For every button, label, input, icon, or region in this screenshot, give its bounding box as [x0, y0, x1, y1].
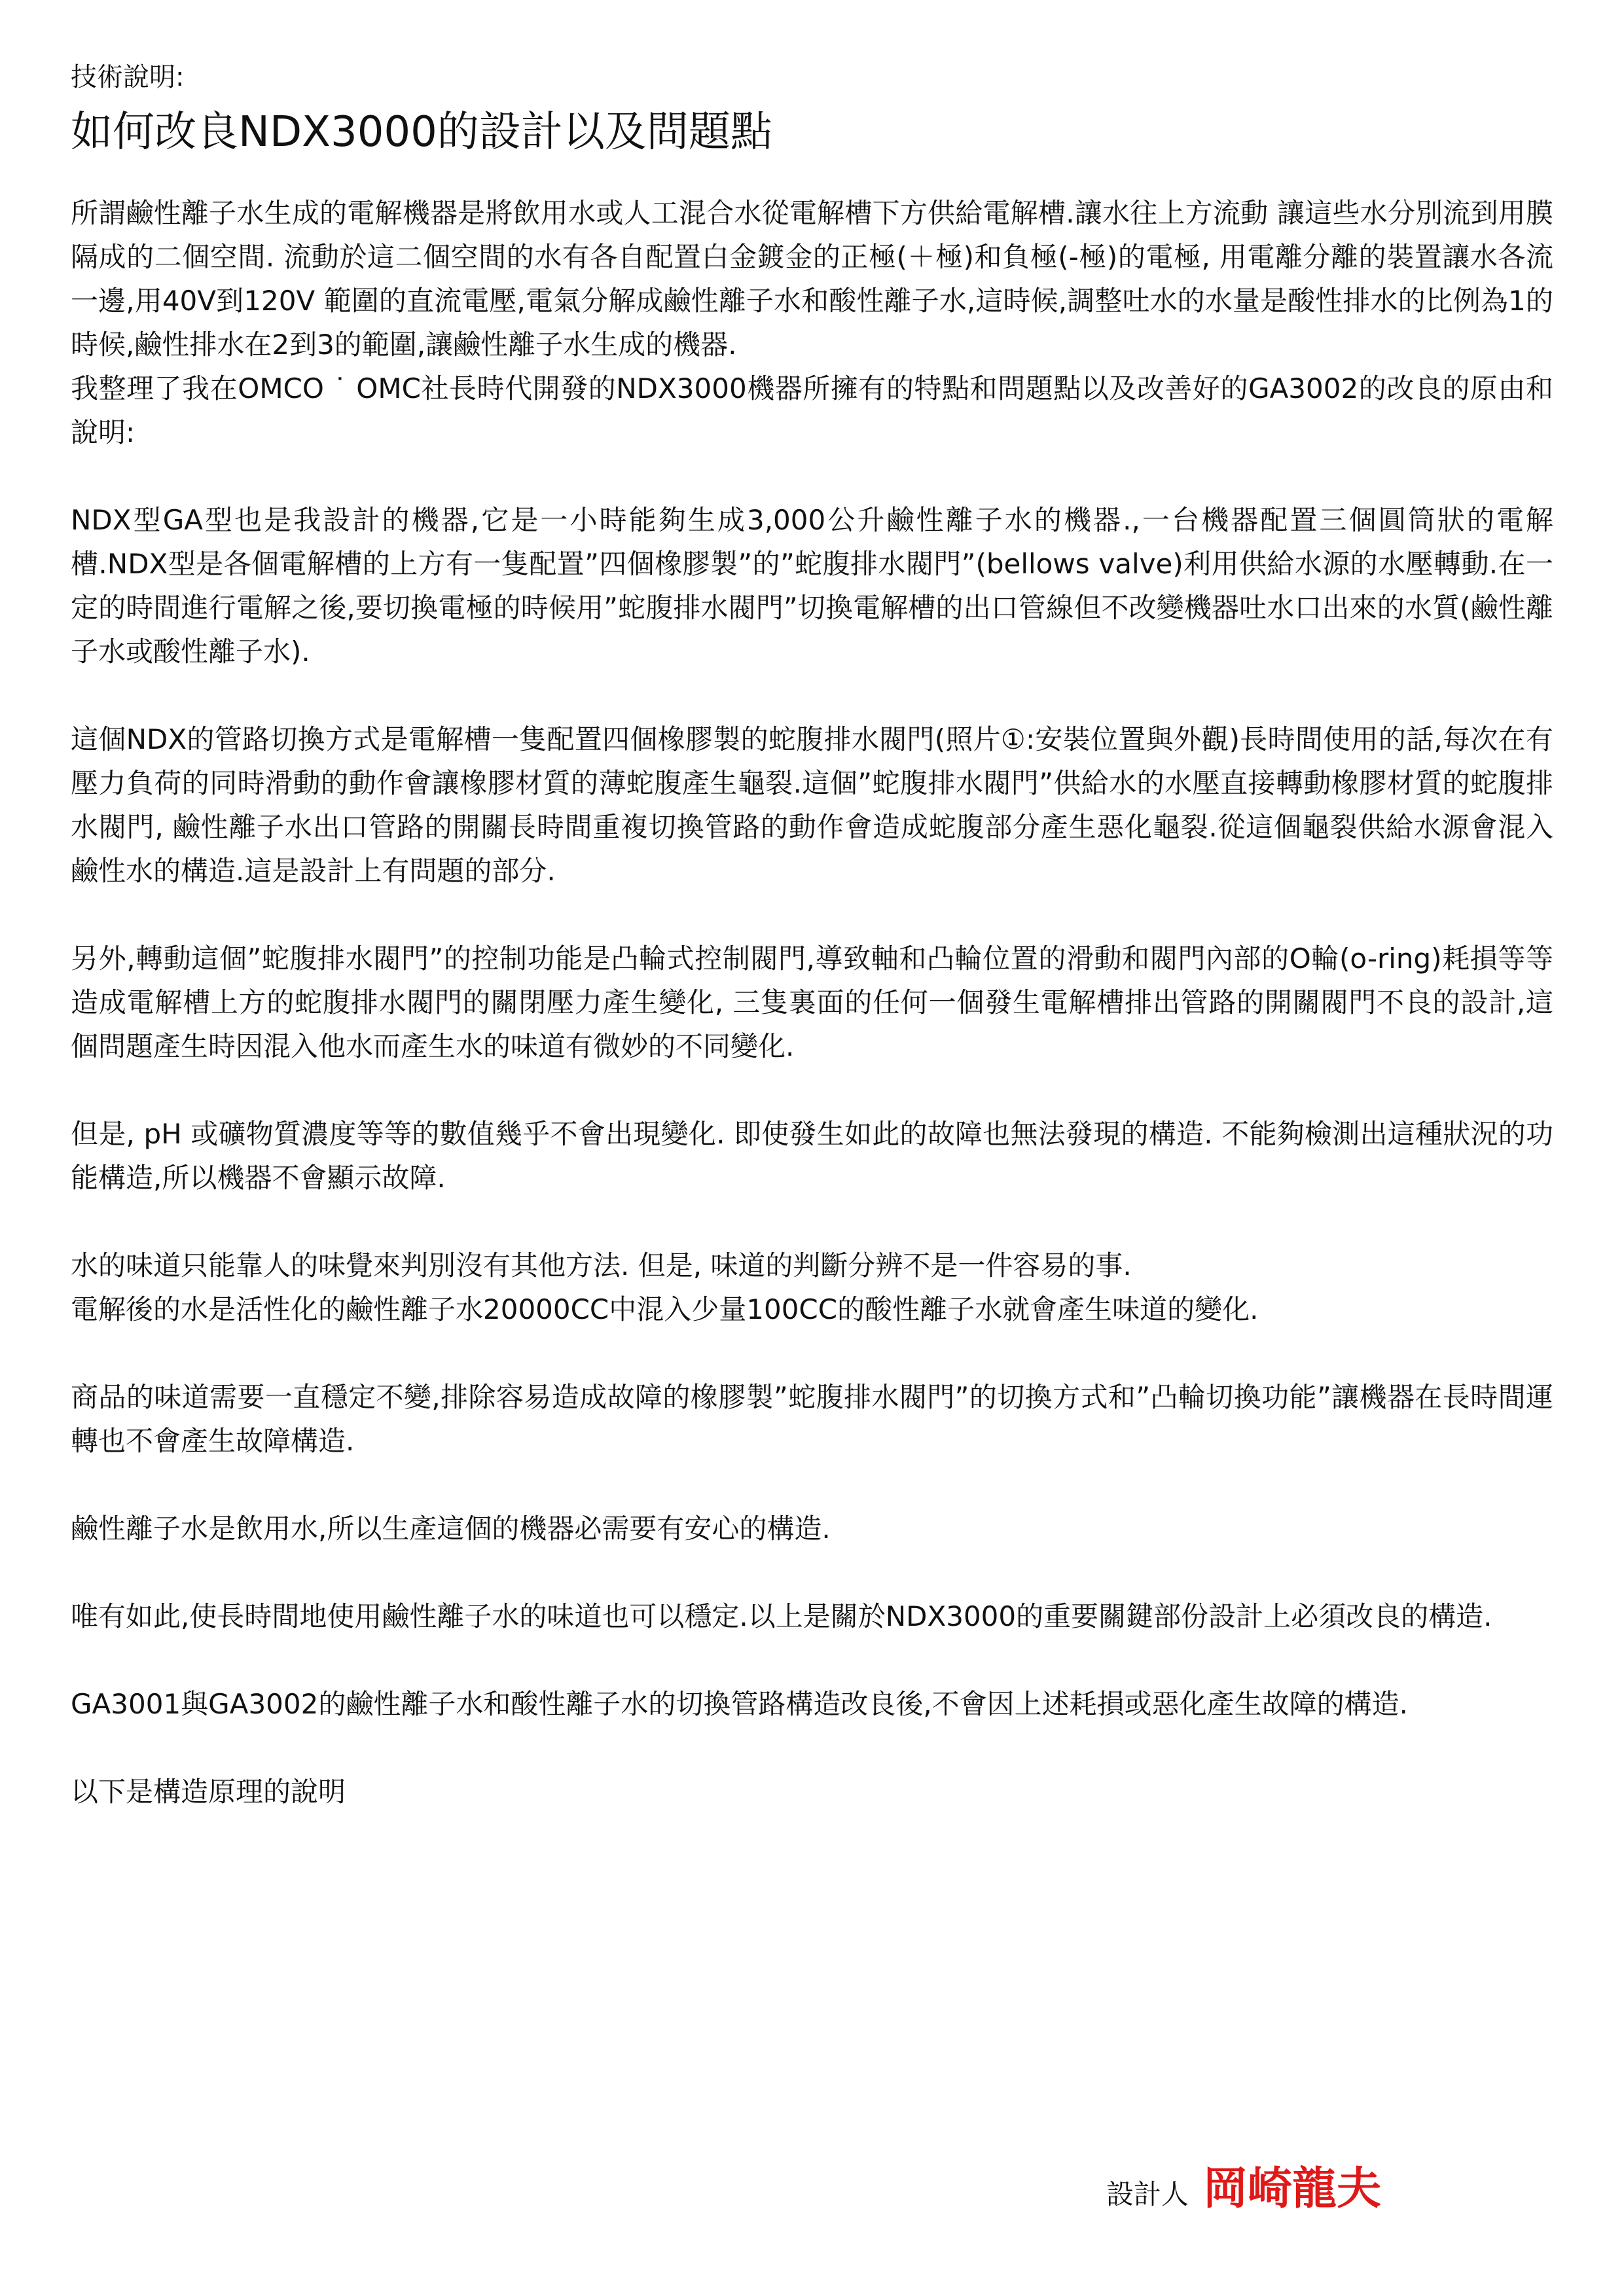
paragraph-taste: 水的味道只能靠人的味覺來判別沒有其他方法. 但是, 味道的判斷分辨不是一件容易的事.	[71, 1249, 1132, 1282]
spacer	[71, 1463, 1553, 1507]
paragraph-summary: 我整理了我在OMCO ˙ OMC社長時代開發的NDX3000機器所擁有的特點和問題點以及改善好的GA3002的改良的原由和說明:	[71, 372, 1553, 448]
paragraph-cam-valve: 另外,轉動這個”蛇腹排水閥門”的控制功能是凸輪式控制閥門,導致軸和凸輪位置的滑動和閥門內部的O輪(o-ring)耗損等等造成電解槽上方的蛇腹排水閥門的關閉壓力產生變化, 三隻裏面的任何一個發生電解槽排出管路的開關閥門不良的設計,這個問題產生時因混入他水而產生水的味道有微妙的不同變化.	[71, 942, 1553, 1062]
paragraph-closing: 以下是構造原理的說明	[71, 1776, 346, 1808]
paragraph-ndx-design: NDX型GA型也是我設計的機器,它是一小時能夠生成3,000公升鹼性離子水的機器.,一台機器配置三個圓筒狀的電解槽.NDX型是各個電解槽的上方有一隻配置”四個橡膠製”的”蛇腹排水閥門”(bellows valve)利用供給水源的水壓轉動.在一定的時間進行電解之後,要切換電極的時候用”蛇腹排水閥門”切換電解槽的出口管線但不改變機器吐水口出來的水質(鹼性離子水或酸性離子水).	[71, 504, 1553, 668]
spacer	[71, 1551, 1553, 1594]
paragraph-improvement: 唯有如此,使長時間地使用鹼性離子水的味道也可以穩定.以上是關於NDX3000的重要關鍵部份設計上必須改良的構造.	[71, 1600, 1492, 1632]
spacer	[71, 454, 1553, 498]
document-body	[71, 59, 1553, 1814]
signature-name: 岡崎龍夫	[1203, 2163, 1382, 2215]
paragraph-ph-detection: 但是, pH 或礦物質濃度等等的數值幾乎不會出現變化. 即使發生如此的故障也無法發現的構造. 不能夠檢測出這種狀況的功能構造,所以機器不會顯示故障.	[71, 1118, 1553, 1194]
paragraph-intro: 所謂鹼性離子水生成的電解機器是將飲用水或人工混合水從電解槽下方供給電解槽.讓水往上方流動 讓這些水分別流到用膜隔成的二個空間. 流動於這二個空間的水有各自配置白金鍍金的正極(＋極)和負極(-極)的電極, 用電離分離的裝置讓水各流一邊,用40V到120V 範圍的直流電壓,電氣分解成鹼性離子水和酸性離子水,這時候,調整吐水的水量是酸性排水的比例為1的時候,鹼性排水在2到3的範圍,讓鹼性離子水生成的機器.	[71, 197, 1553, 361]
spacer	[71, 1638, 1553, 1682]
paragraph-bellows-problem: 這個NDX的管路切換方式是電解槽一隻配置四個橡膠製的蛇腹排水閥門(照片①:安裝位置與外觀)長時間使用的話,每次在有壓力負荷的同時滑動的動作會讓橡膠材質的薄蛇腹產生龜裂.這個”蛇腹排水閥門”供給水的水壓直接轉動橡膠材質的蛇腹排水閥門, 鹼性離子水出口管路的開關長時間重複切換管路的動作會造成蛇腹部分產生惡化龜裂.從這個龜裂供給水源會混入鹼性水的構造.這是設計上有問題的部分.	[71, 723, 1553, 887]
signature-label: 設計人	[1106, 2178, 1189, 2210]
paragraph-ga-models: GA3001與GA3002的鹼性離子水和酸性離子水的切換管路構造改良後,不會因上述耗損或惡化產生故障的構造.	[71, 1688, 1409, 1720]
spacer	[71, 1068, 1553, 1112]
paragraph-stability: 商品的味道需要一直穩定不變,排除容易造成故障的橡膠製”蛇腹排水閥門”的切換方式和”凸輪切換功能”讓機器在長時間運轉也不會產生故障構造.	[71, 1381, 1553, 1457]
spacer	[71, 1726, 1553, 1770]
signature-block	[1106, 2153, 1381, 2217]
section-label: 技術說明:	[71, 62, 185, 92]
spacer	[71, 1331, 1553, 1375]
page-title: 如何改良NDX3000的設計以及問題點	[71, 108, 772, 156]
spacer	[71, 673, 1553, 717]
paragraph-mixing: 電解後的水是活性化的鹼性離子水20000CC中混入少量100CC的酸性離子水就會產生味道的變化.	[71, 1293, 1259, 1325]
spacer	[71, 1200, 1553, 1244]
paragraph-drinking-water: 鹼性離子水是飲用水,所以生產這個的機器必需要有安心的構造.	[71, 1513, 831, 1545]
spacer	[71, 893, 1553, 937]
